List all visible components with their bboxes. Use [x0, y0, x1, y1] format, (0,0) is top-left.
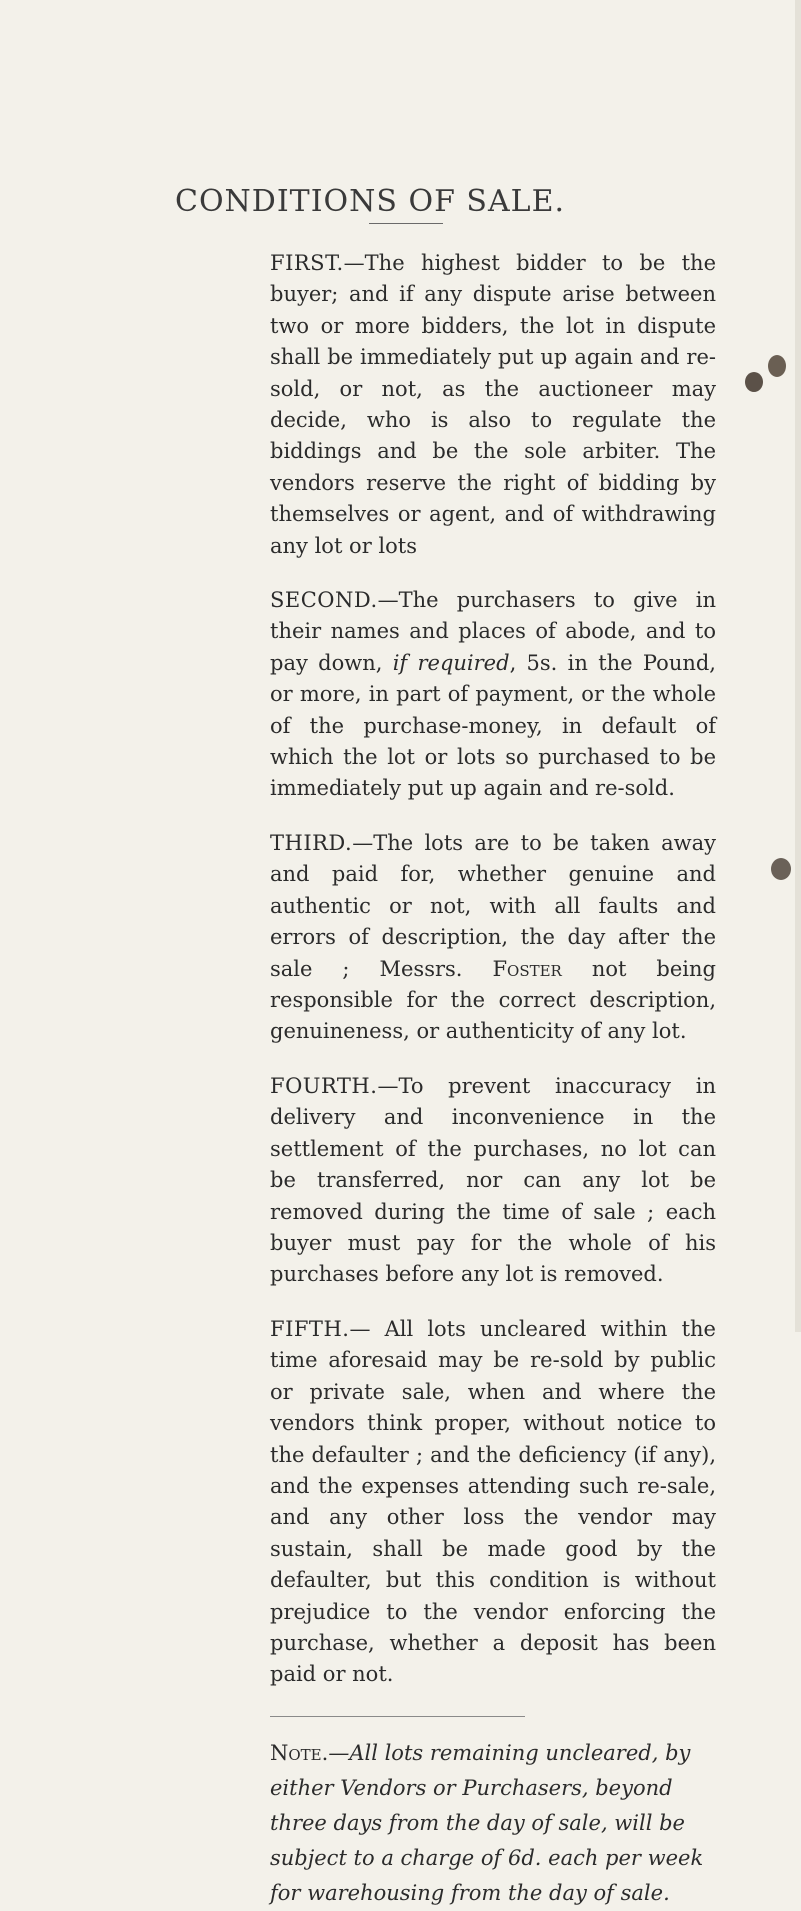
condition-first-text — [270, 248, 716, 562]
condition-body-cont: not being responsible for the correct description, genuineness, or authenticity of any lot. — [270, 956, 716, 1044]
stain-mark — [768, 355, 786, 377]
condition-fourth-text — [270, 1071, 716, 1291]
firm-name: Foster — [492, 956, 562, 981]
condition-lead: FOURTH. — [270, 1074, 378, 1098]
condition-lead: FIRST. — [270, 251, 344, 275]
condition-lead: SECOND. — [270, 588, 378, 612]
condition-emphasis: if required — [392, 650, 510, 675]
condition-body-cont: , 5s. in the Pound, or more, in part of payment, or the whole of the purchase-money, in default of which the lot or lots so purchased to be immediately put up again and re-sold. — [270, 650, 716, 801]
note-lead: Note. — [270, 1741, 329, 1765]
stain-mark — [771, 858, 791, 880]
condition-body: —The highest bidder to be the buyer; and if any dispute arise between two or more bidders, the lot in dispute shall be immediately put up again and re-sold, or not, as the auctioneer may decide, who is also to regulate the biddings and be the sole arbiter. The vendors reserve the right of bidding by themselves or agent, and of withdrawing any lot or lots — [270, 251, 716, 558]
condition-fifth — [270, 1314, 716, 1691]
page-edge — [795, 0, 801, 1332]
note-text — [270, 1736, 716, 1911]
title-rule — [369, 223, 443, 224]
condition-third-text — [270, 828, 716, 1048]
note — [270, 1736, 716, 1911]
condition-second — [270, 585, 716, 805]
condition-body: —The lots are to be taken away and paid for, whether genuine and authentic or not, with all faults and errors of description, the day after the sale ; Messrs. — [270, 831, 716, 981]
condition-body: —To prevent inaccuracy in delivery and inconvenience in the settlement of the purchases, no lot can be transferred, nor can any lot be removed during the time of sale ; each buyer must pay for the whole of his purchases before any lot is removed. — [270, 1074, 716, 1287]
condition-fourth — [270, 1071, 716, 1291]
condition-body: — All lots uncleared within the time aforesaid may be re-sold by public or private sale, when and where the vendors think proper, without notice to the defaulter ; and the deficiency (if any), and the expenses attending such re-sale, and any other loss the vendor may sustain, shall be made good by the defaulter, but this condition is without prejudice to the vendor enforcing the purchase, whether a deposit has been paid or not. — [270, 1317, 716, 1687]
condition-third — [270, 828, 716, 1048]
condition-body: —The purchasers to give in their names and places of abode, and to pay down, — [270, 588, 716, 675]
stain-mark — [745, 372, 763, 392]
condition-first — [270, 248, 716, 562]
page-title: CONDITIONS OF SALE. — [174, 184, 565, 220]
condition-lead: FIFTH. — [270, 1317, 350, 1341]
note-body: —All lots remaining uncleared, by either Vendors or Purchasers, beyond three days from the day of sale, will be subject to a charge of 6d. each per week for warehousing from the day of sale. — [270, 1741, 704, 1905]
condition-fifth-text — [270, 1314, 716, 1691]
separator-rule — [270, 1716, 525, 1717]
condition-lead: THIRD. — [270, 831, 353, 855]
condition-second-text — [270, 585, 716, 805]
